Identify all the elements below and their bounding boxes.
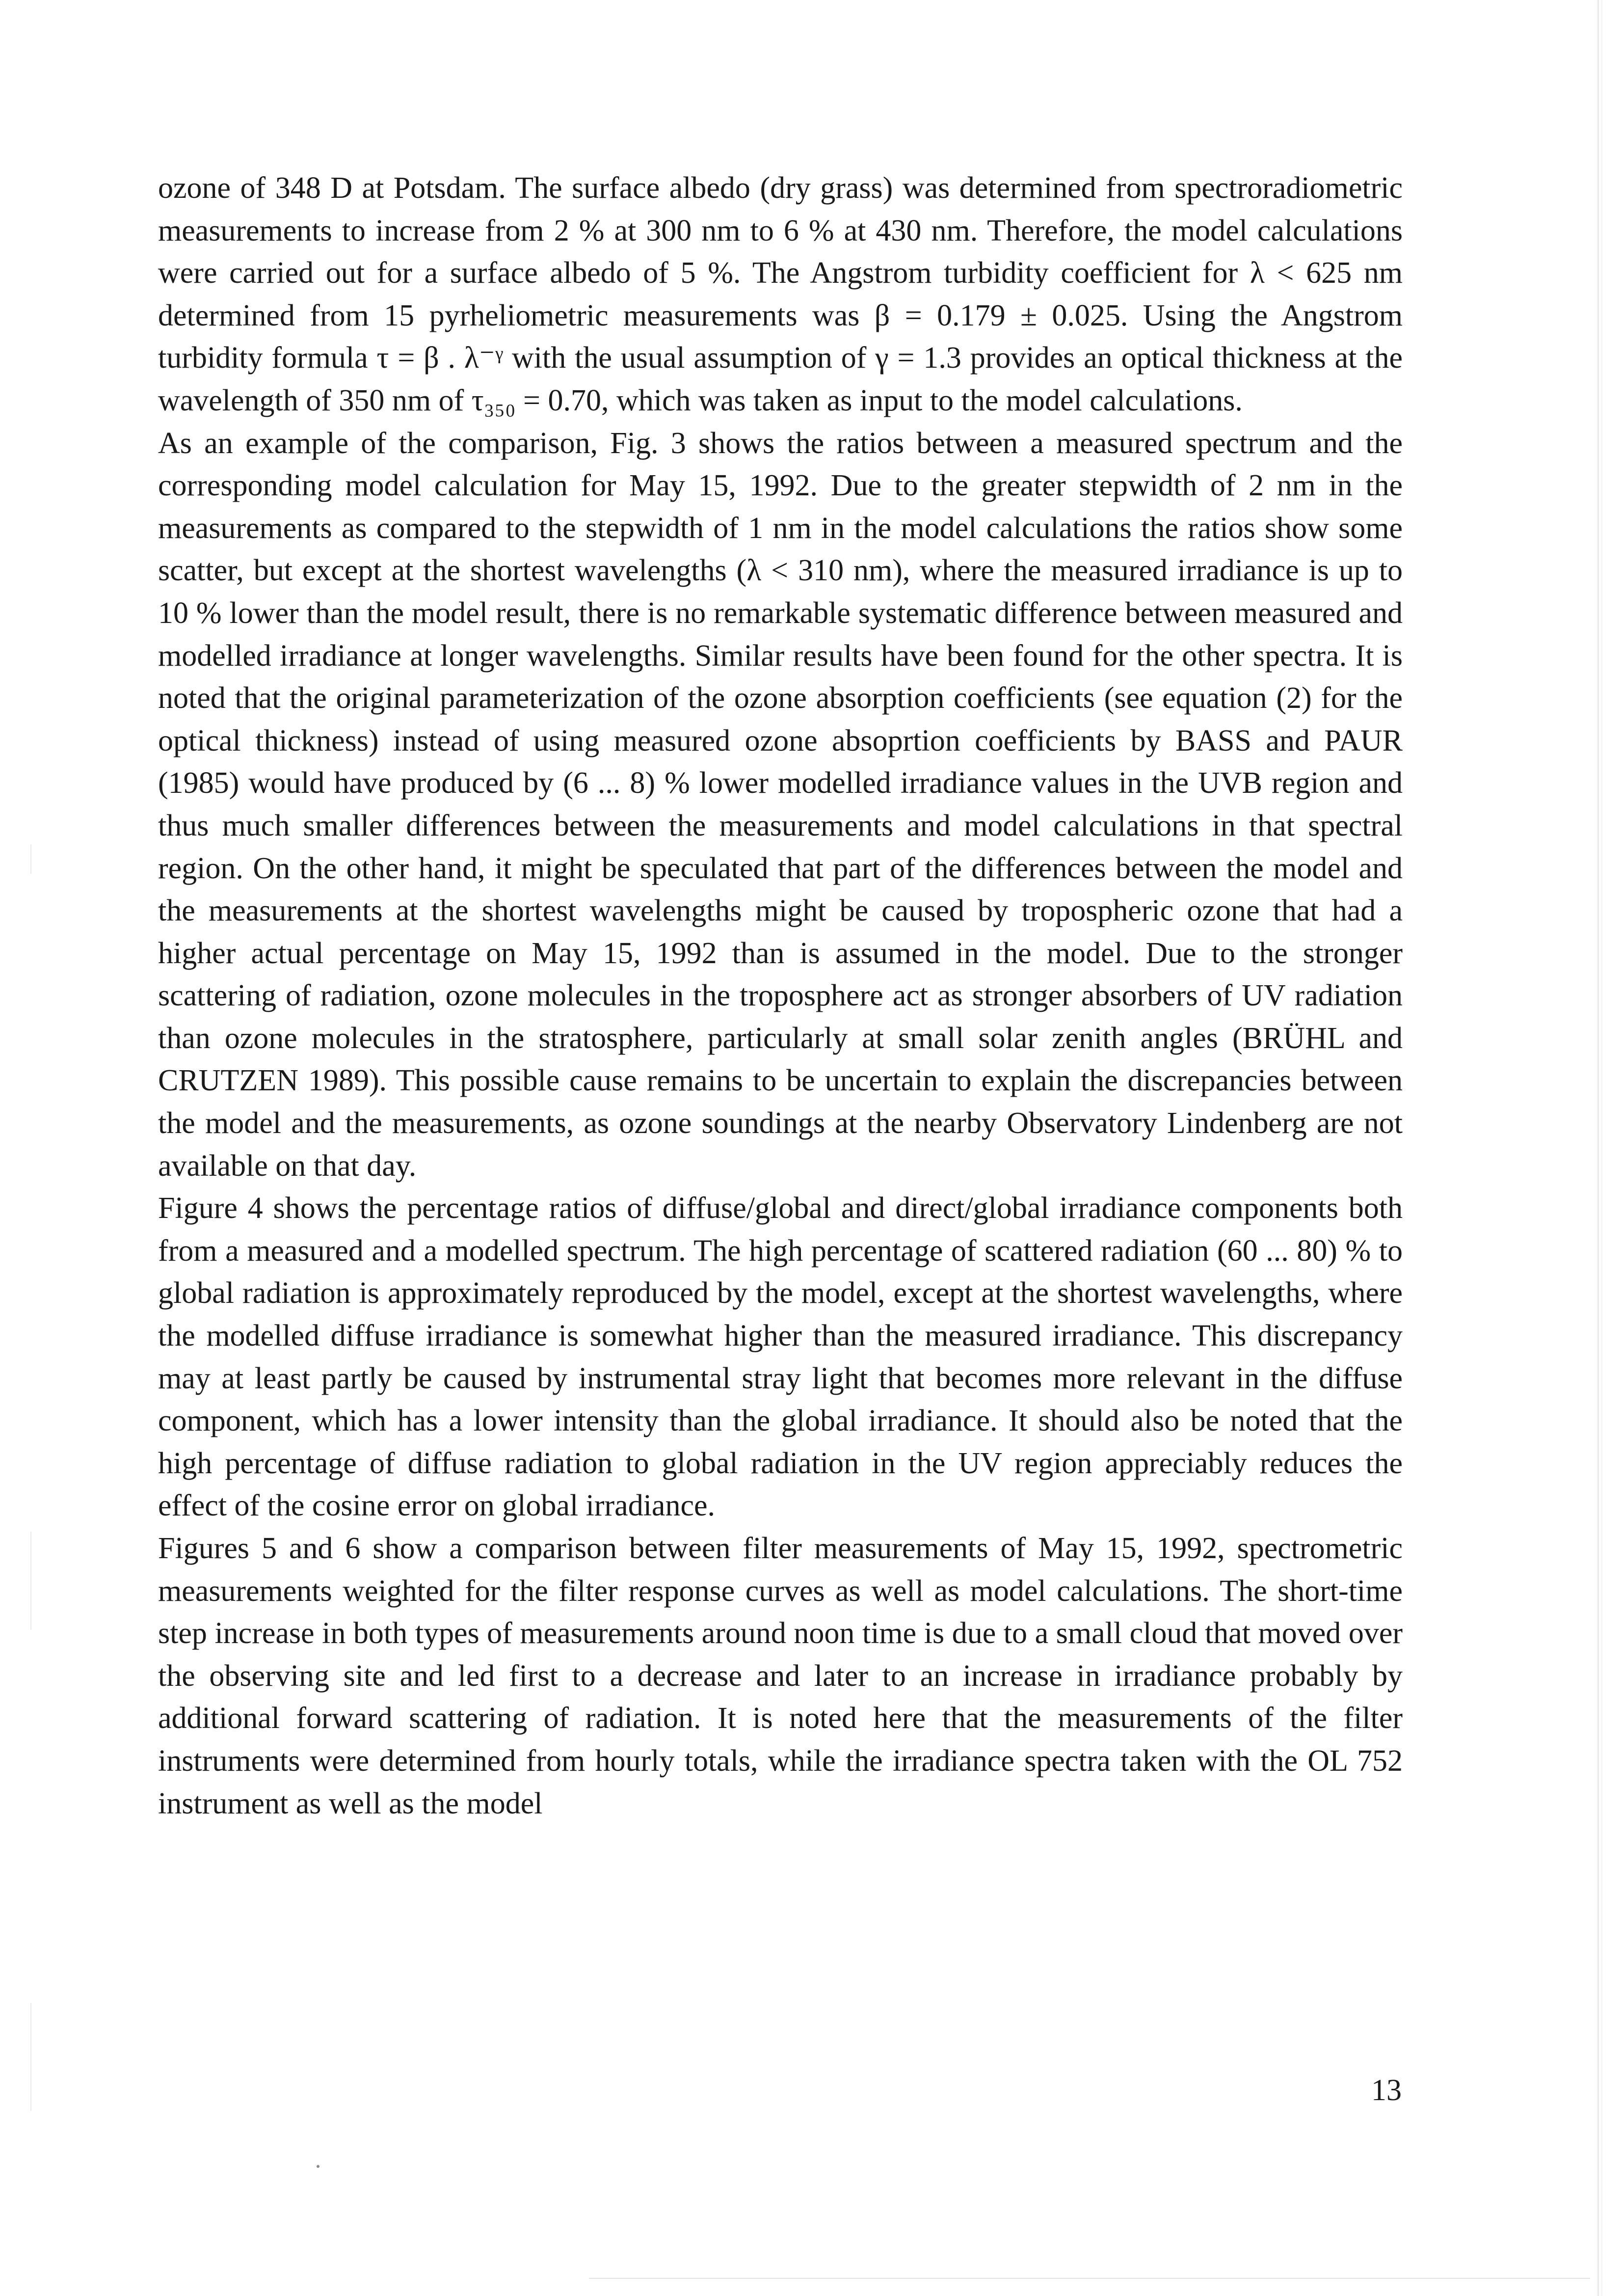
- body-text: [158, 167, 1403, 1825]
- scan-edge-right-inner: [1601, 0, 1602, 2296]
- paragraph-4: Figures 5 and 6 show a comparison between filter measurements of May 15, 1992, spectrometric measurements weighted for the filter response curves as well as model calculations. The short-time step increase in both types of measurements around noon time is due to a small cloud that moved over the observing site and led first to a decrease and later to an increase in irradiance probably by additional forward scattering of radiation. It is noted here that the measurements of the filter instruments were determined from hourly totals, while the irradiance spectra taken with the OL 752 instrument as well as the model: [158, 1532, 1403, 1820]
- paragraph-1: ozone of 348 D at Potsdam. The surface albedo (dry grass) was determined from spectroradiometric measurements to increase from 2 % at 300 nm to 6 % at 430 nm. Therefore, the model calculations were carried out for a surface albedo of 5 %. The Angstrom turbidity coefficient for λ < 625 nm determined from 15 pyrheliometric measurements was β = 0.179 ± 0.025. Using the Angstrom turbidity formula τ = β . λ⁻ᵞ with the usual assumption of γ = 1.3 provides an optical thickness at the wavelength of 350 nm of τ₃₅₀ = 0.70, which was taken as input to the model calculations.: [158, 171, 1403, 417]
- scan-edge-right: [1597, 0, 1599, 2296]
- page-number: 13: [1371, 2074, 1402, 2107]
- paragraph-2: As an example of the comparison, Fig. 3 shows the ratios between a measured spectrum and the corresponding model calculation for May 15, 1992. Due to the greater stepwidth of 2 nm in the measurements as compared to the stepwidth of 1 nm in the model calculations the ratios show some scatter, but except at the shortest wavelengths (λ < 310 nm), where the measured irradiance is up to 10 % lower than the model result, there is no remarkable systematic difference between measured and modelled irradiance at longer wavelengths. Similar results have been found for the other spectra. It is noted that the original parameterization of the ozone absorption coefficients (see equation (2) for the optical thickness) instead of using measured ozone absoprtion coefficients by BASS and PAUR (1985) would have produced by (6 ... 8) % lower modelled irradiance values in the UVB region and thus much smaller differences between the measurements and model calculations in that spectral region. On the other hand, it might be speculated that part of the differences between the model and the measurements at the shortest wavelengths might be caused by tropospheric ozone that had a higher actual percentage on May 15, 1992 than is assumed in the model. Due to the stronger scattering of radiation, ozone molecules in the troposphere act as stronger absorbers of UV radiation than ozone molecules in the stratosphere, particularly at small solar zenith angles (BRÜHL and CRUTZEN 1989). This possible cause remains to be uncertain to explain the discrepancies between the model and the measurements, as ozone soundings at the nearby Observatory Lindenberg are not available on that day.: [158, 426, 1403, 1183]
- scan-edge-left-mark: [30, 1532, 31, 1630]
- scan-edge-left-mark: [30, 844, 31, 874]
- scan-speck: [317, 2165, 319, 2168]
- paragraph-3: Figure 4 shows the percentage ratios of diffuse/global and direct/global irradiance components both from a measured and a modelled spectrum. The high percentage of scattered radiation (60 ... 80) % to global radiation is approximately reproduced by the model, except at the shortest wavelengths, where the modelled diffuse irradiance is somewhat higher than the measured irradiance. This discrepancy may at least partly be caused by instrumental stray light that becomes more relevant in the diffuse component, which has a lower intensity than the global irradiance. It should also be noted that the high percentage of diffuse radiation to global radiation in the UV region appreciably reduces the effect of the cosine error on global irradiance.: [158, 1191, 1403, 1523]
- scan-bottom-line: [589, 2278, 1590, 2279]
- scan-edge-left-mark: [30, 2003, 31, 2111]
